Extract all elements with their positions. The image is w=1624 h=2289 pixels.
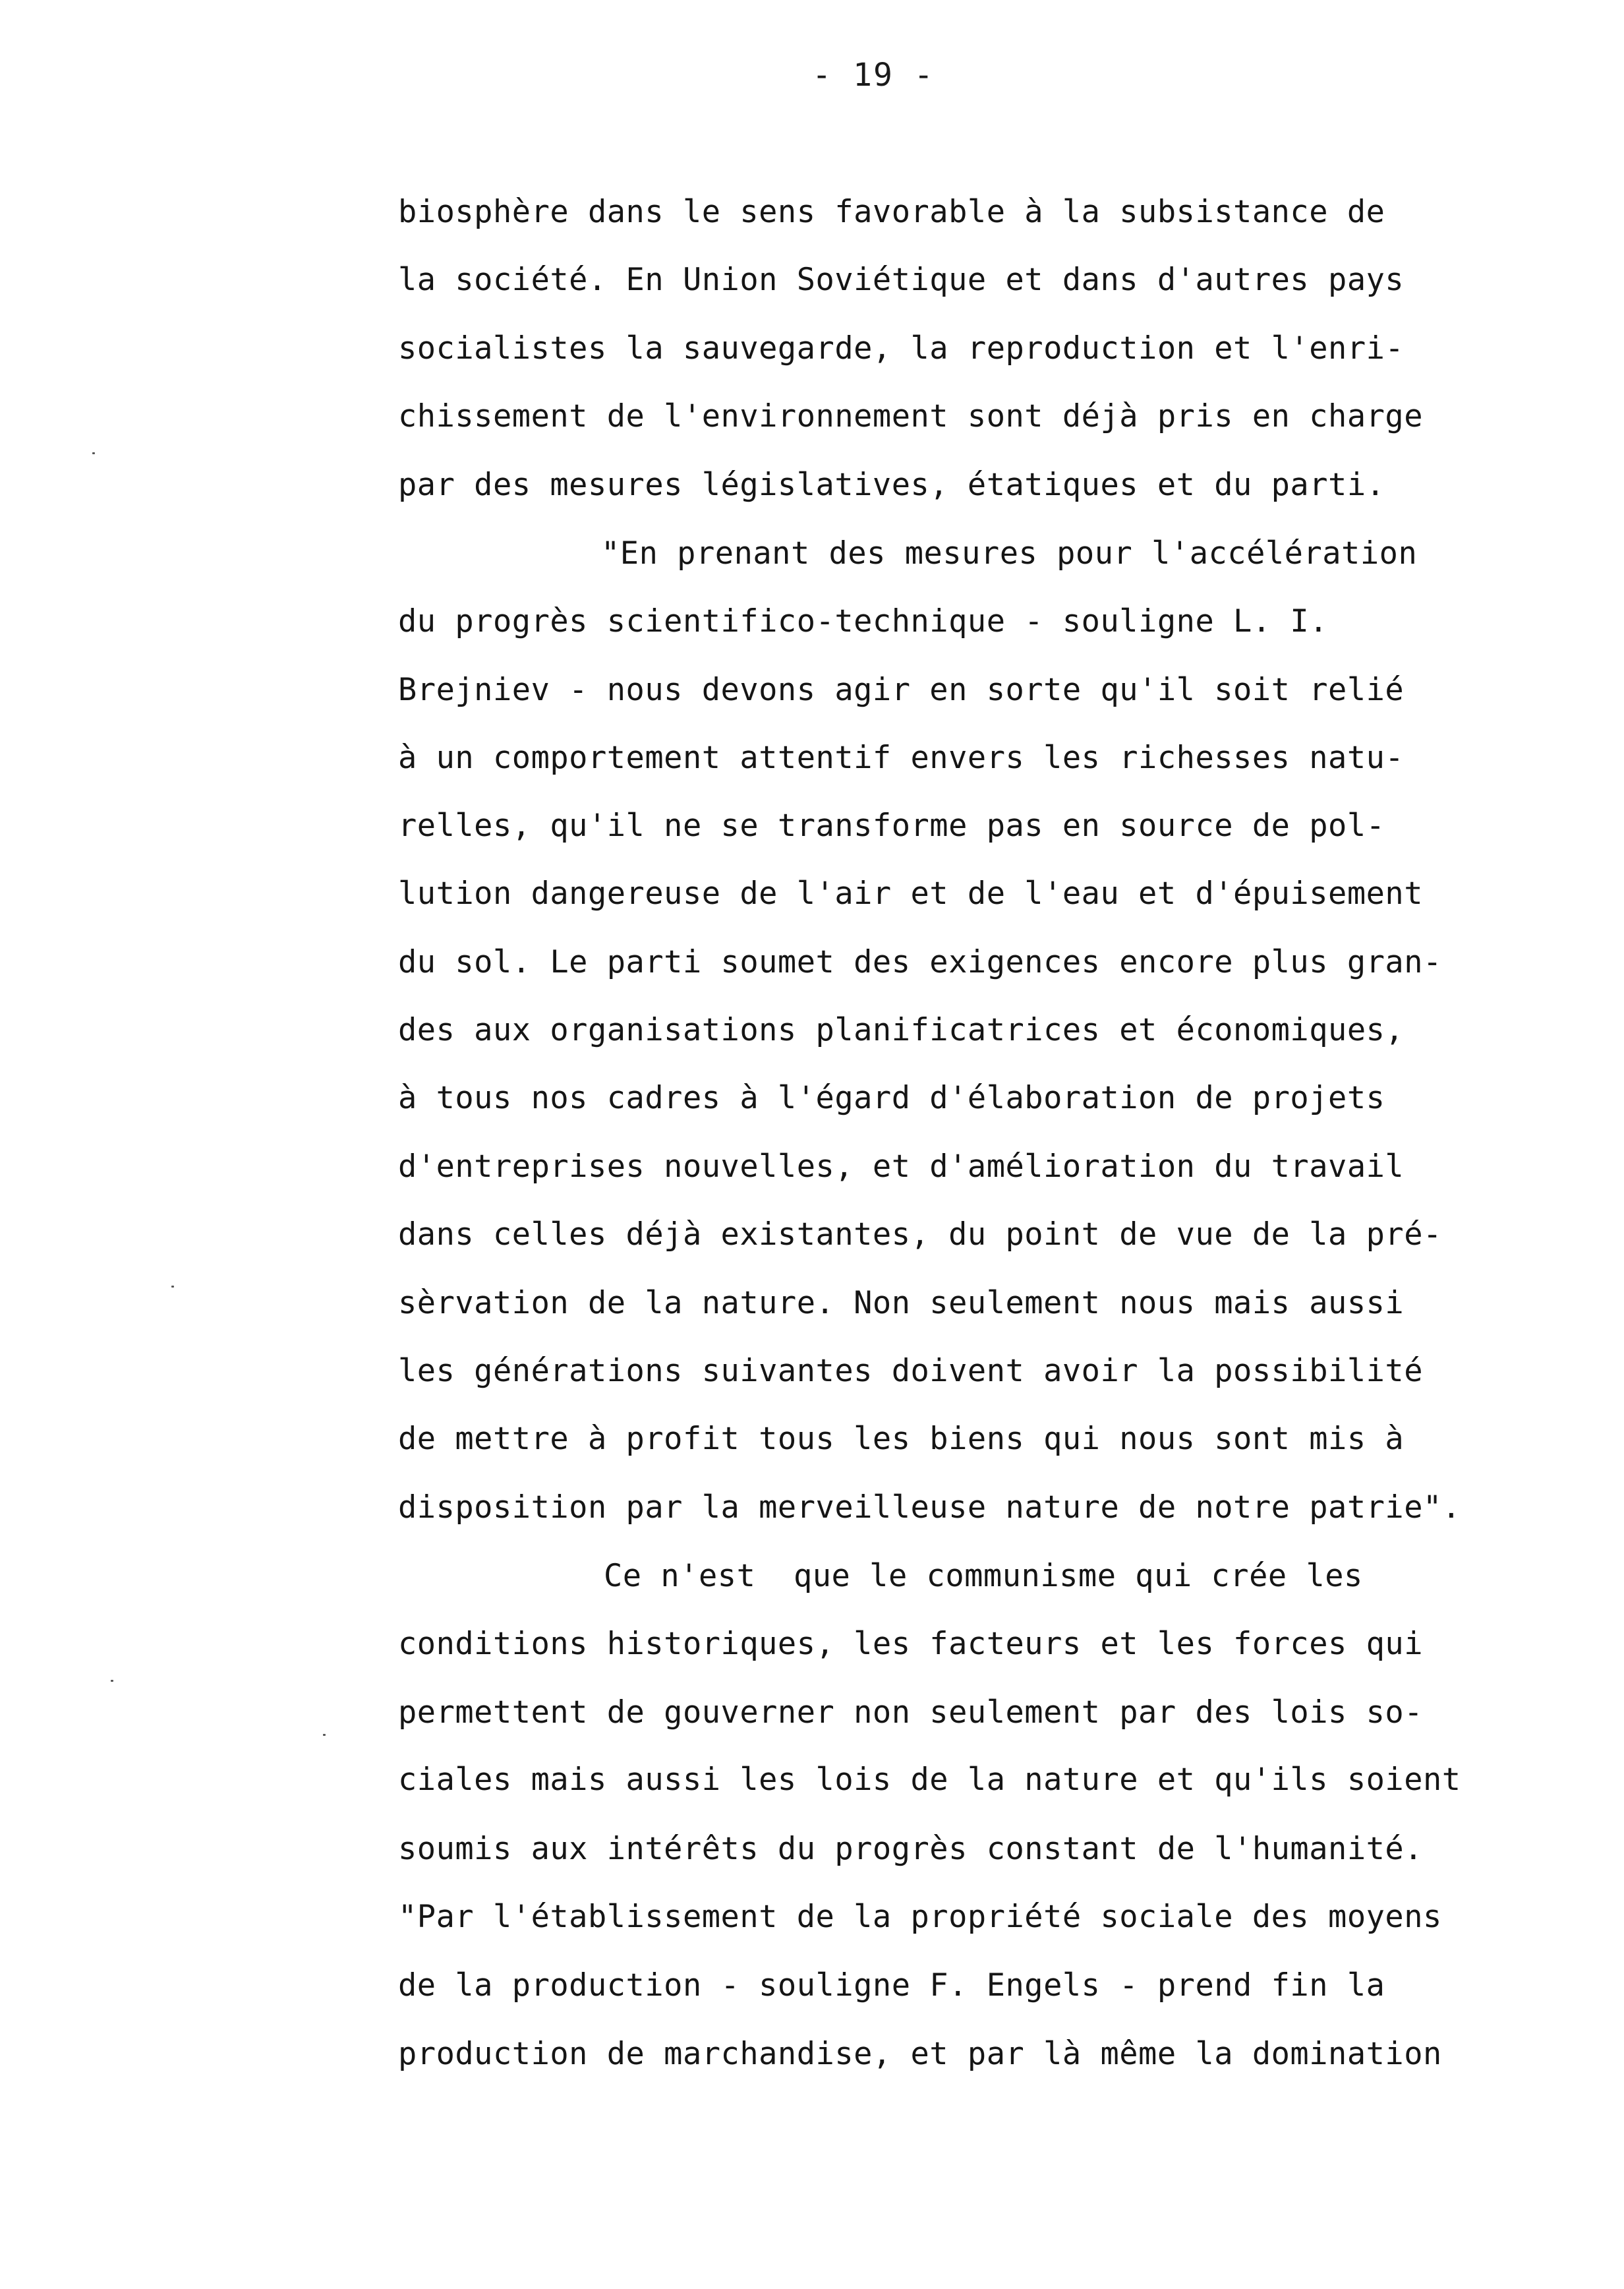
text-line: du sol. Le parti soumet des exigences encore plus gran- <box>398 944 1442 980</box>
text-line: du progrès scientifico-technique - souligne L. I. <box>398 603 1329 639</box>
scan-speck <box>111 1680 113 1682</box>
scan-speck <box>323 1734 326 1736</box>
text-line: dans celles déjà existantes, du point de vue de la pré- <box>398 1216 1442 1253</box>
text-line: "En prenant des mesures pour l'accélération <box>601 535 1418 572</box>
text-line: conditions historiques, les facteurs et les forces qui <box>398 1626 1424 1662</box>
text-line: Brejniev - nous devons agir en sorte qu'il soit relié <box>398 672 1405 708</box>
text-line: Ce n'est que le communisme qui crée les <box>604 1558 1363 1594</box>
text-line: permettent de gouverner non seulement par des lois so- <box>398 1694 1424 1731</box>
scan-speck <box>171 1286 174 1288</box>
text-line: sèrvation de la nature. Non seulement nous mais aussi <box>398 1285 1405 1321</box>
text-line: socialistes la sauvegarde, la reproduction et l'enri- <box>398 330 1405 367</box>
text-line: ciales mais aussi les lois de la nature et qu'ils soient <box>398 1762 1461 1798</box>
text-line: chissement de l'environnement sont déjà pris en charge <box>398 398 1424 434</box>
text-line: disposition par la merveilleuse nature de notre patrie". <box>398 1489 1461 1526</box>
text-line: production de marchandise, et par là même la domination <box>398 2036 1442 2072</box>
text-line: à un comportement attentif envers les richesses natu- <box>398 740 1405 776</box>
text-line: à tous nos cadres à l'égard d'élaboration de projets <box>398 1080 1385 1116</box>
page-number: - 19 - <box>812 57 935 94</box>
text-line: relles, qu'il ne se transforme pas en source de pol- <box>398 808 1385 844</box>
text-line: biosphère dans le sens favorable à la subsistance de <box>398 194 1385 230</box>
text-line: les générations suivantes doivent avoir la possibilité <box>398 1353 1424 1389</box>
text-line: de mettre à profit tous les biens qui nous sont mis à <box>398 1421 1405 1457</box>
text-line: par des mesures législatives, étatiques et du parti. <box>398 467 1385 503</box>
text-line: d'entreprises nouvelles, et d'amélioration du travail <box>398 1148 1405 1185</box>
text-line: "Par l'établissement de la propriété sociale des moyens <box>398 1899 1442 1935</box>
text-line: lution dangereuse de l'air et de l'eau et d'épuisement <box>398 876 1424 912</box>
text-line: de la production - souligne F. Engels - prend fin la <box>398 1967 1385 2004</box>
scan-speck <box>92 452 95 454</box>
text-line: la société. En Union Soviétique et dans d'autres pays <box>398 262 1405 298</box>
text-line: des aux organisations planificatrices et économiques, <box>398 1012 1405 1048</box>
text-line: soumis aux intérêts du progrès constant de l'humanité. <box>398 1831 1424 1867</box>
